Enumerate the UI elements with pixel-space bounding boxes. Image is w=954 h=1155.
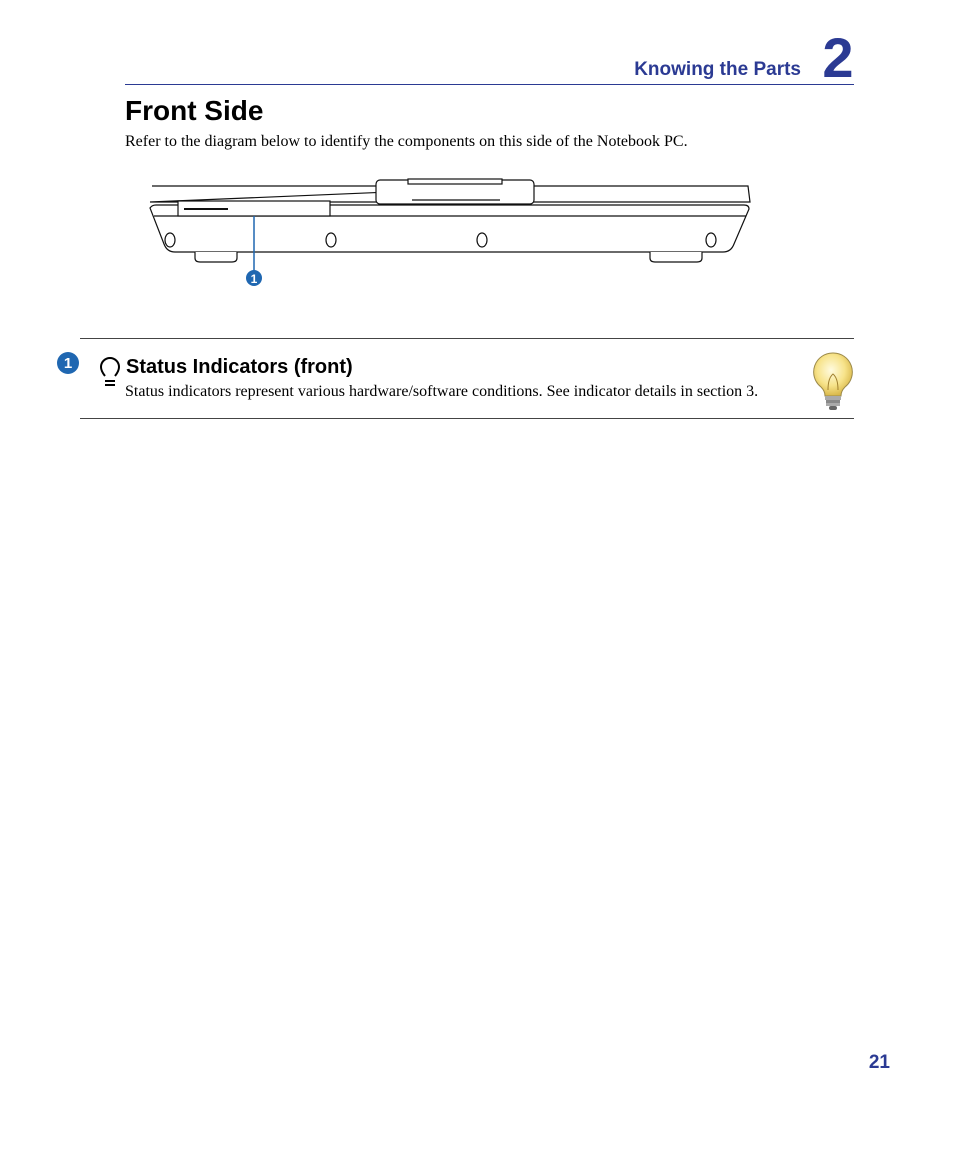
intro-text: Refer to the diagram below to identify the components on this side of the Notebook PC. [125, 133, 688, 150]
item-rule-bottom [80, 418, 854, 419]
callout-marker [246, 270, 262, 286]
item-number-badge [56, 351, 80, 375]
chapter-number: 2 [822, 26, 854, 89]
item-number: 1 [63, 355, 73, 372]
item-title: Status Indicators (front) [126, 356, 353, 378]
page-number: 21 [868, 1052, 890, 1073]
item-rule-top [80, 338, 854, 339]
item-description: Status indicators represent various hardware/software conditions. See indicator details in section 3. [125, 383, 759, 400]
led-indicator-icon [99, 357, 121, 389]
foot [195, 252, 237, 262]
light-bulb-icon [808, 350, 858, 412]
header-rule [125, 84, 854, 85]
callout-number: 1 [250, 272, 258, 286]
chapter-title: Knowing the Parts [634, 59, 801, 80]
notebook-front-diagram [140, 172, 760, 297]
foot [650, 252, 702, 262]
page-heading: Front Side [125, 95, 264, 126]
